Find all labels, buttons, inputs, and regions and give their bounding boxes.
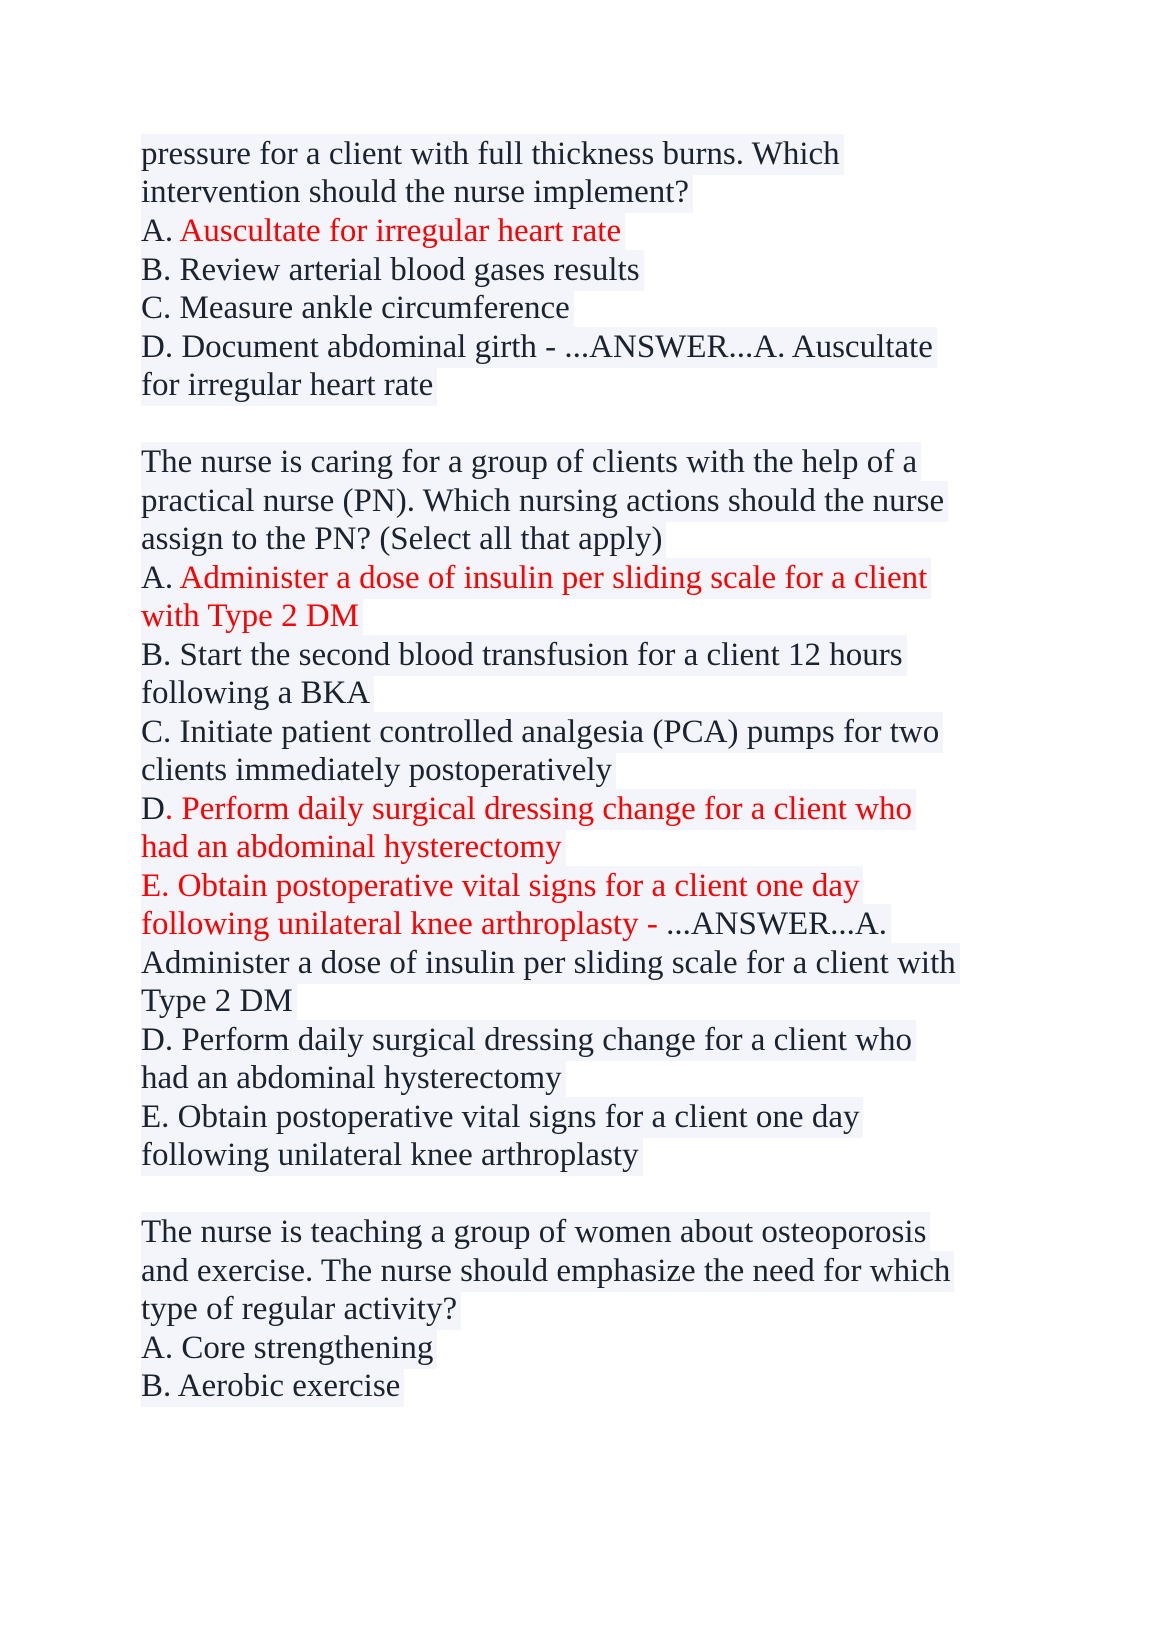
q1-stem-line-2: intervention should the nurse implement?: [141, 172, 693, 213]
q2-option-a-line-2: with Type 2 DM: [141, 596, 363, 637]
q2-option-e-line-2: [141, 904, 891, 945]
q3-stem-line-3: type of regular activity?: [141, 1289, 461, 1330]
q3-stem-line-2: and exercise. The nurse should emphasize the need for which: [141, 1251, 954, 1292]
q2-option-b-line-1: B. Start the second blood transfusion for a client 12 hours: [141, 635, 907, 676]
q3-option-b: B. Aerobic exercise: [141, 1366, 404, 1407]
q2-answer-line-3: D. Perform daily surgical dressing change for a client who: [141, 1020, 916, 1061]
q2-option-b-line-2: following a BKA: [141, 673, 374, 714]
q1-answer-continued: for irregular heart rate: [141, 365, 437, 406]
q2-answer-line-6: following unilateral knee arthroplasty: [141, 1135, 643, 1176]
q2-stem-line-3: assign to the PN? (Select all that apply): [141, 519, 666, 560]
q2-answer-label: ...ANSWER...A.: [666, 906, 888, 942]
q2-stem-line-1: The nurse is caring for a group of clients with the help of a: [141, 442, 921, 483]
q1-option-a-prefix: A.: [141, 213, 180, 249]
q3-stem-line-1: The nurse is teaching a group of women about osteoporosis: [141, 1212, 930, 1253]
q2-option-e-line-1: E. Obtain postoperative vital signs for a client one day: [141, 866, 863, 907]
q1-option-b: B. Review arterial blood gases results: [141, 250, 644, 291]
q2-option-d-line-2: had an abdominal hysterectomy: [141, 827, 566, 868]
q2-option-d-text-1: . Perform daily surgical dressing change for a client who: [164, 791, 913, 827]
q2-option-d-prefix: D: [141, 791, 165, 827]
q2-answer-line-5: E. Obtain postoperative vital signs for a client one day: [141, 1097, 863, 1138]
q1-option-a-text: Auscultate for irregular heart rate: [179, 213, 622, 249]
q2-answer-line-2: Type 2 DM: [141, 981, 297, 1022]
q2-option-d-line-1: [141, 789, 916, 830]
q2-option-c-line-1: C. Initiate patient controlled analgesia (PCA) pumps for two: [141, 712, 943, 753]
q2-stem-line-2: practical nurse (PN). Which nursing actions should the nurse: [141, 481, 948, 522]
q1-option-c: C. Measure ankle circumference: [141, 288, 574, 329]
q2-answer-line-1: Administer a dose of insulin per sliding scale for a client with: [141, 943, 960, 984]
q2-option-a-prefix: A.: [141, 560, 180, 596]
q1-option-a: [141, 211, 625, 252]
q1-option-d-answer: D. Document abdominal girth - ...ANSWER...A. Auscultate: [141, 327, 937, 368]
q3-option-a: A. Core strengthening: [141, 1328, 437, 1369]
q2-option-a-line-1: [141, 558, 931, 599]
q2-option-a-text-1: Administer a dose of insulin per sliding scale for a client: [179, 560, 928, 596]
q2-option-c-line-2: clients immediately postoperatively: [141, 750, 616, 791]
q2-answer-line-4: had an abdominal hysterectomy: [141, 1058, 566, 1099]
q2-option-e-text-2: following unilateral knee arthroplasty -: [141, 906, 667, 942]
q1-stem-line-1: pressure for a client with full thickness burns. Which: [141, 134, 844, 175]
